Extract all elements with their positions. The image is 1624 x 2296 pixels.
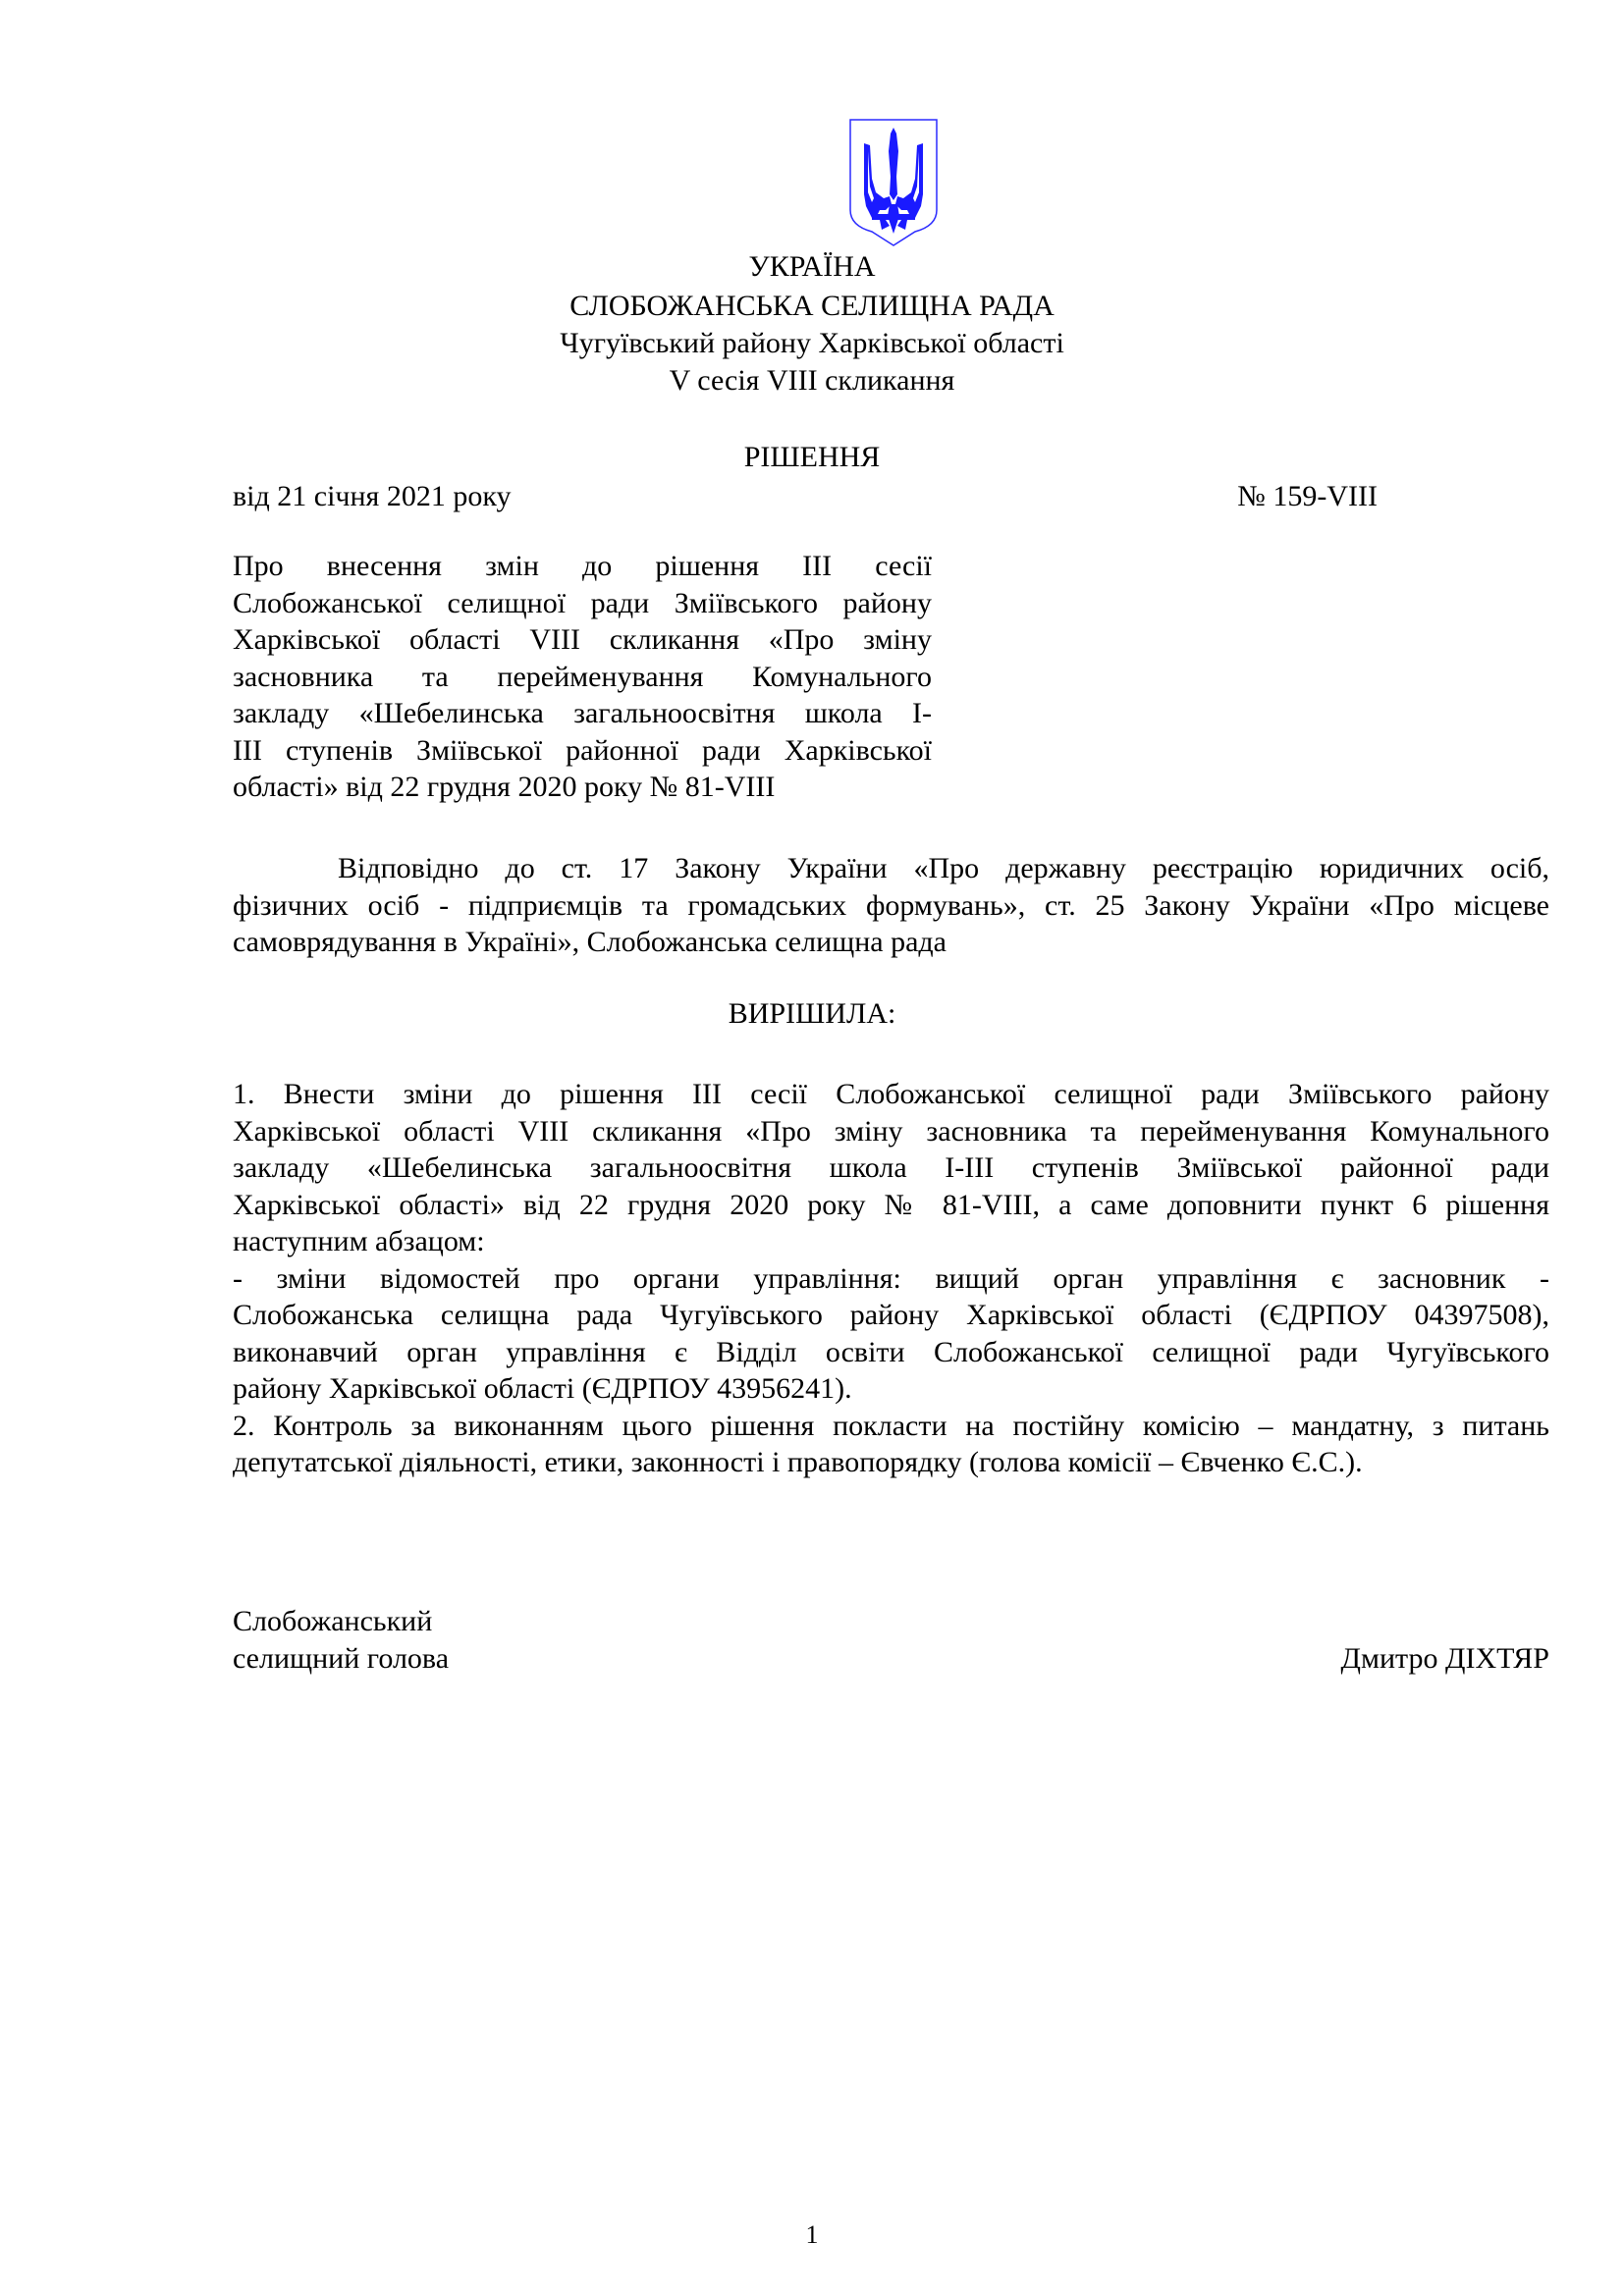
item-line: - зміни відомостей про органи управління: вищий орган управління є засновник - (233, 1261, 1549, 1295)
subject-line: III ступенів Зміївської районної ради Харківської (233, 733, 932, 767)
preamble-paragraph (233, 850, 1549, 961)
resolution-items (233, 1076, 1549, 1481)
item-line: 1. Внести зміни до рішення III сесії Слобожанської селищної ради Зміївського району (233, 1078, 1549, 1110)
item-line: депутатської діяльності, етики, законності і правопорядку (голова комісії – Євченко Є.С.). (233, 1446, 1363, 1478)
document-type-title: РІШЕННЯ (743, 441, 881, 473)
item-line: Слобожанська селищна рада Чугуївського району Харківської області (ЄДРПОУ 04397508), (233, 1299, 1549, 1331)
signature-block (233, 1603, 1549, 1678)
signatory-position-line2: селищний голова (233, 1642, 450, 1675)
item-line: закладу «Шебелинська загальноосвітня школа I-III ступенів Зміївської районної ради (233, 1151, 1549, 1184)
decision-subject (233, 548, 932, 806)
subject-line: Слобожанської селищної ради Зміївського району (233, 586, 932, 619)
item-line: 2. Контроль за виконанням цього рішення покласти на постійну комісію – мандатну, з питань (233, 1409, 1549, 1442)
page-number: 1 (805, 2220, 819, 2249)
subject-line: закладу «Шебелинська загальноосвітня школа I- (233, 697, 932, 729)
document-date: від 21 січня 2021 року (233, 480, 512, 512)
district-name: Чугуївський району Харківської області (560, 327, 1064, 359)
item-line: Харківської області VIII скликання «Про зміну засновника та перейменування Комунального (233, 1114, 1549, 1148)
subject-line: засновника та перейменування Комунального (233, 660, 932, 693)
subject-line: Про внесення змін до рішення III сесії (233, 550, 932, 582)
subject-line: області» від 22 грудня 2020 року № 81-VIII (233, 771, 776, 803)
session-info: V сесія VIII скликання (669, 364, 955, 397)
preamble-line: Відповідно до ст. 17 Закону України «Про державну реєстрацію юридичних осіб, (338, 852, 1549, 884)
signatory-position-line1: Слобожанський (233, 1605, 433, 1637)
preamble-line: самоврядування в Україні», Слобожанська селищна рада (233, 926, 947, 958)
item-line: наступним абзацом: (233, 1225, 485, 1257)
item-line: району Харківської області (ЄДРПОУ 43956241). (233, 1372, 852, 1405)
item-line: Харківської області» від 22 грудня 2020 року № 81-VIII, а саме доповнити пункт 6 рішення (233, 1188, 1549, 1221)
country-name: УКРАЇНА (748, 250, 876, 283)
document-number: № 159-VIII (1237, 480, 1378, 512)
signatory-name: Дмитро ДІХТЯР (1340, 1642, 1549, 1675)
council-name: СЛОБОЖАНСЬКА СЕЛИЩНА РАДА (569, 290, 1055, 322)
decided-heading: ВИРІШИЛА: (728, 997, 896, 1030)
coat-of-arms-icon (846, 116, 941, 247)
subject-line: Харківської області VIII скликання «Про зміну (233, 623, 932, 656)
item-line: виконавчий орган управління є Відділ освіти Слобожанської селищної ради Чугуївського (233, 1335, 1549, 1368)
preamble-line: фізичних осіб - підприємців та громадських формувань», ст. 25 Закону України «Про місцеве (233, 888, 1549, 922)
